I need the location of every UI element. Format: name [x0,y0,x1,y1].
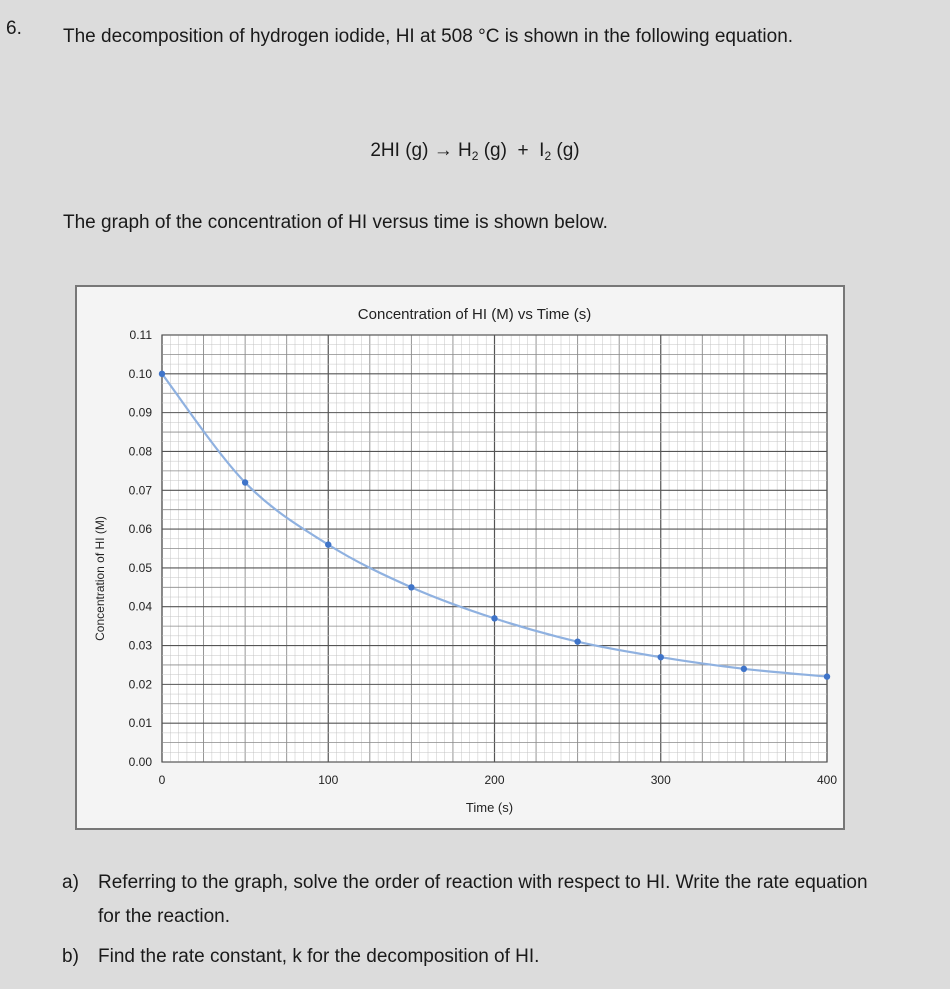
concentration-time-chart [77,287,843,828]
part-a-text: Referring to the graph, solve the order of reaction with respect to HI. Write the rate equation for the reaction. [98,872,868,927]
data-point [408,584,414,590]
data-point [658,654,664,660]
y-tick-label: 0.08 [128,444,152,459]
data-point [824,673,830,679]
y-tick-label: 0.10 [128,366,152,381]
reaction-equation [0,140,950,163]
eq-plus: + [517,140,529,161]
y-tick-label: 0.03 [128,638,152,653]
part-b-text: Find the rate constant, k for the decomposition of HI. [98,946,540,967]
x-axis-label: Time (s) [465,800,514,815]
data-point [159,371,165,377]
y-tick-label: 0.00 [128,755,152,769]
x-tick-label: 0 [158,773,166,787]
data-point [242,479,248,485]
question-parts [62,866,882,974]
data-point [325,541,331,547]
y-tick-label: 0.05 [128,560,152,575]
x-tick-label: 300 [650,773,671,787]
y-axis-label: Concentration of HI (M) [93,516,107,641]
data-point [491,615,497,621]
part-b [62,940,882,974]
y-tick-label: 0.07 [128,483,152,498]
y-tick-label: 0.02 [128,677,152,692]
question-intro: The decomposition of hydrogen iodide, HI at 508 °C is shown in the following equation. [63,26,794,47]
x-tick-label: 100 [318,773,339,787]
data-point [574,638,580,644]
x-tick-label: 400 [816,773,838,787]
part-a-label: a) [62,872,79,893]
eq-product-1: $H_2$ (g) [458,140,507,163]
question-number: 6. [6,18,22,39]
x-tick-label: 200 [484,773,505,787]
eq-arrow: → [433,140,453,161]
part-a [62,866,882,934]
y-tick-label: 0.09 [128,405,152,420]
y-tick-label: 0.01 [128,716,152,731]
data-point [741,666,747,672]
chart-title: Concentration of HI (M) vs Time (s) [357,306,592,323]
eq-reactant: 2HI (g) [370,140,429,161]
part-b-label: b) [62,946,79,967]
eq-product-2: $I_2$ (g) [539,140,580,163]
graph-intro: The graph of the concentration of HI versus time is shown below. [63,212,608,233]
chart-frame [75,285,845,830]
y-tick-label: 0.04 [128,599,152,614]
y-tick-label: 0.11 [129,328,152,342]
y-tick-label: 0.06 [128,522,152,537]
